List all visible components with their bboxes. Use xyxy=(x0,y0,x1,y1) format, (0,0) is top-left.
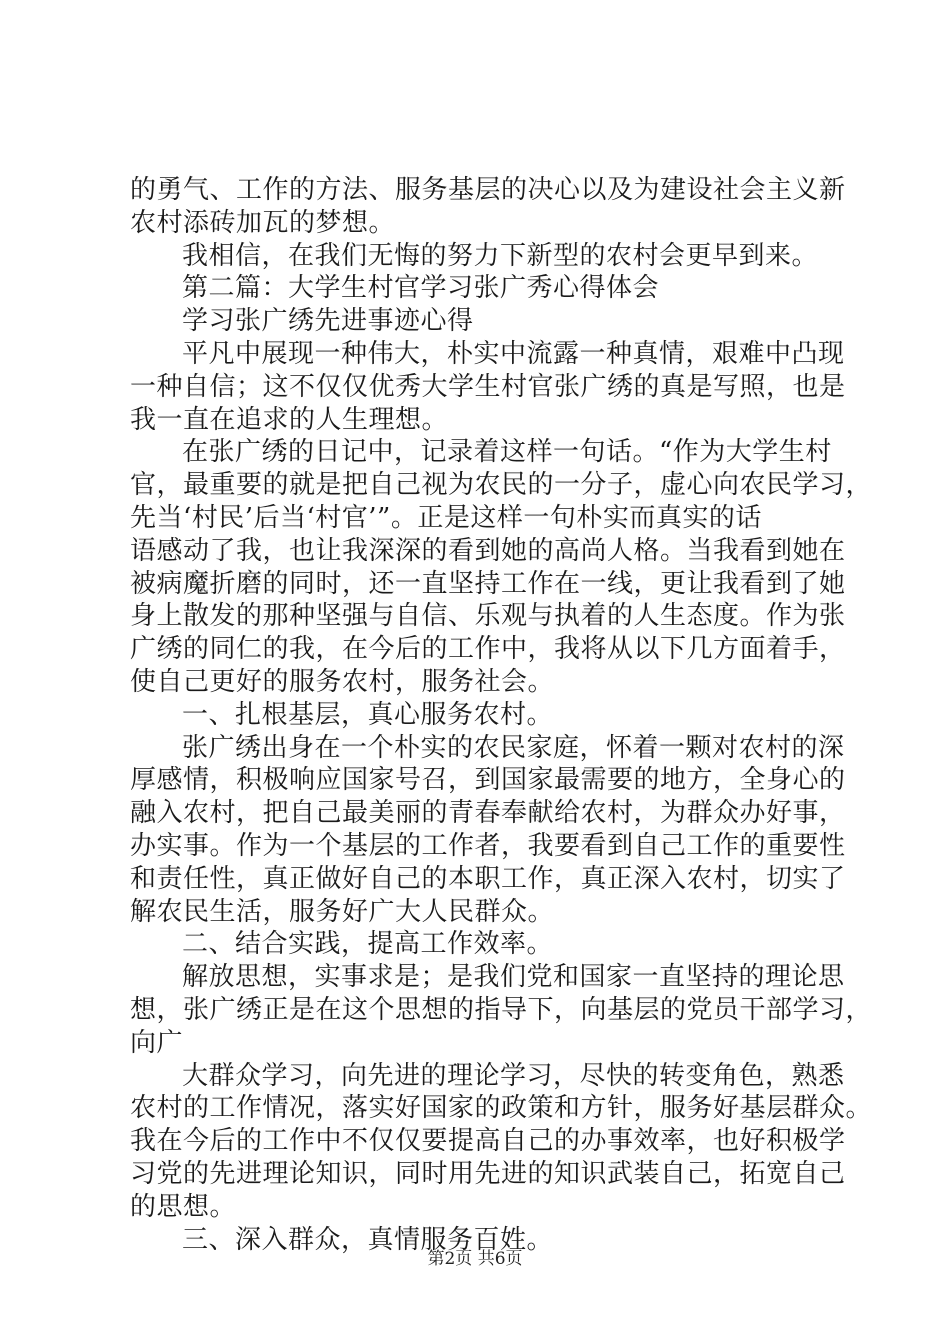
text-line: 张广绣出身在一个朴实的农民家庭，怀着一颗对农村的深 xyxy=(182,732,845,763)
text-line: 想，张广绣正是在这个思想的指导下，向基层的党员干部学习， xyxy=(130,994,873,1025)
text-line: 的勇气、工作的方法、服务基层的决心以及为建设社会主义新 xyxy=(130,175,846,205)
text-line: 三、深入群众，真情服务百姓。 xyxy=(182,1224,554,1255)
text-line: 融入农村，把自己最美丽的青春奉献给农村，为群众办好事， xyxy=(130,798,846,829)
text-line: 学习张广绣先进事迹心得 xyxy=(182,306,474,337)
text-line: 的思想。 xyxy=(130,1191,237,1222)
text-line: 语感动了我，也让我深深的看到她的高尚人格。当我看到她在 xyxy=(130,535,846,566)
text-line: 厚感情，积极响应国家号召，到国家最需要的地方，全身心的 xyxy=(130,765,846,796)
text-line: 我一直在追求的人生理想。 xyxy=(130,404,449,435)
page-number-label: 第2页 共6页 xyxy=(427,1249,523,1269)
text-line: 广绣的同仁的我，在今后的工作中，我将从以下几方面着手， xyxy=(130,634,846,665)
text-line: 我相信，在我们无悔的努力下新型的农村会更早到来。 xyxy=(182,240,819,271)
text-line: 办实事。作为一个基层的工作者，我要看到自己工作的重要性 xyxy=(130,830,846,861)
document-body xyxy=(130,174,873,1256)
text-line: 我在今后的工作中不仅仅要提高自己的办事效率，也好积极学 xyxy=(130,1126,846,1157)
text-line: 习党的先进理论知识，同时用先进的知识武装自己，拓宽自己 xyxy=(130,1158,846,1189)
text-line: 平凡中展现一种伟大，朴实中流露一种真情，艰难中凸现 xyxy=(182,338,845,369)
text-line: 身上散发的那种坚强与自信、乐观与执着的人生态度。作为张 xyxy=(130,601,846,632)
text-line: 在张广绣的日记中，记录着这样一句话。“作为大学生村 xyxy=(182,437,832,468)
text-line: 解放思想，实事求是；是我们党和国家一直坚持的理论思 xyxy=(182,962,845,993)
text-line: 使自己更好的服务农村，服务社会。 xyxy=(130,666,555,697)
text-line: 解农民生活，服务好广大人民群众。 xyxy=(130,896,555,927)
text-line: 先当‘村民’后当‘村官’”。正是这样一句朴实而真实的话 xyxy=(130,502,762,533)
text-line: 官，最重要的就是把自己视为农民的一分子，虚心向农民学习， xyxy=(130,470,873,501)
text-line: 大群众学习，向先进的理论学习，尽快的转变角色，熟悉 xyxy=(182,1060,845,1091)
text-line: 向广 xyxy=(130,1027,184,1058)
text-line: 第二篇：大学生村官学习张广秀心得体会 xyxy=(182,273,660,304)
text-line: 一、扎根基层，真心服务农村。 xyxy=(182,699,554,730)
text-line: 农村的工作情况，落实好国家的政策和方针，服务好基层群众。 xyxy=(130,1093,873,1124)
text-line: 一种自信；这不仅仅优秀大学生村官张广绣的真是写照，也是 xyxy=(130,371,846,402)
page-footer xyxy=(0,1244,950,1269)
text-line: 二、结合实践，提高工作效率。 xyxy=(182,929,554,960)
text-line: 农村添砖加瓦的梦想。 xyxy=(130,207,396,238)
text-line: 被病魔折磨的同时，还一直坚持工作在一线，更让我看到了她 xyxy=(130,568,846,599)
text-line: 和责任性，真正做好自己的本职工作，真正深入农村，切实了 xyxy=(130,863,846,894)
